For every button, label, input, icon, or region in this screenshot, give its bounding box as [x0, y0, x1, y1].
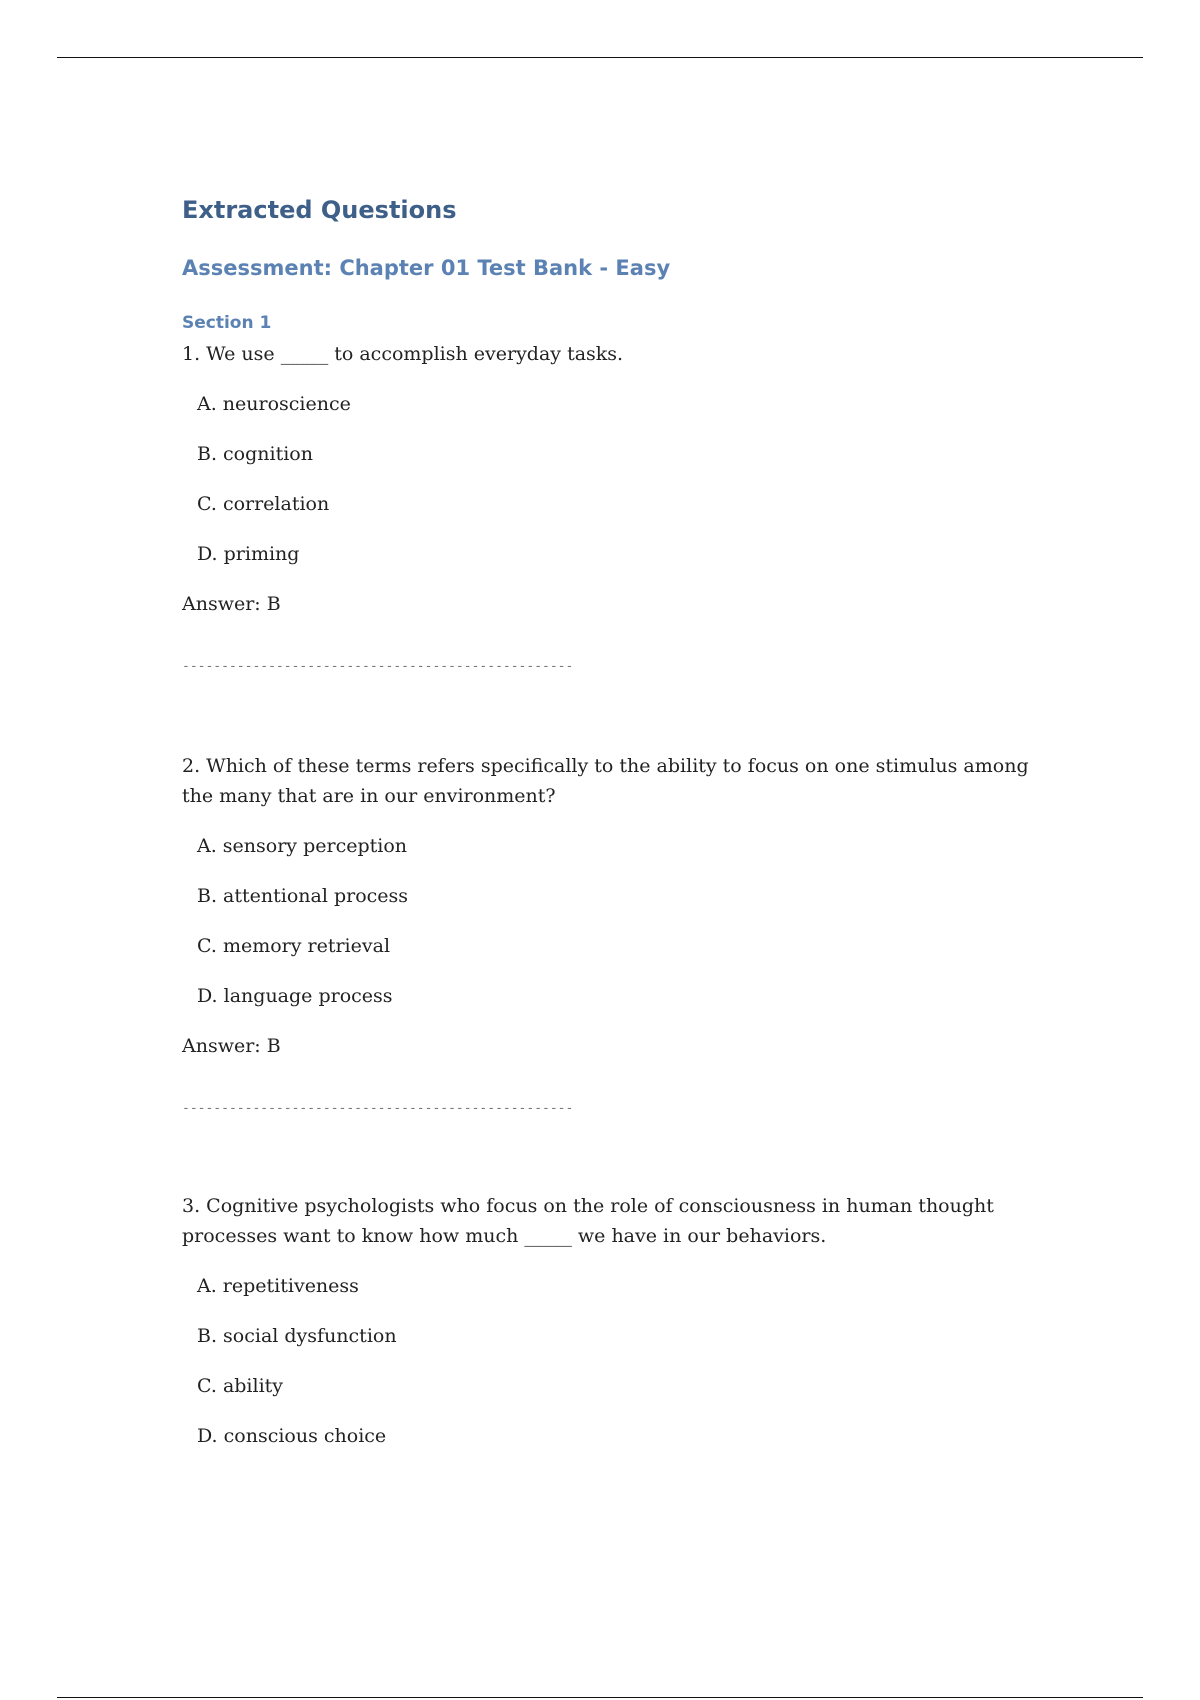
question-text: 1. We use _____ to accomplish everyday tasks. — [182, 343, 624, 365]
bottom-rule — [57, 1697, 1143, 1698]
option-d: D. conscious choice — [197, 1425, 387, 1447]
top-rule — [57, 57, 1143, 58]
question-3 — [182, 1191, 1062, 1451]
question-1 — [182, 339, 1062, 674]
option-c: C. correlation — [197, 493, 330, 515]
question-2 — [182, 751, 1062, 1116]
option-d: D. language process — [197, 985, 393, 1007]
option-b: B. social dysfunction — [197, 1325, 397, 1347]
answer-line: Answer: B — [182, 1035, 281, 1057]
option-c: C. ability — [197, 1375, 284, 1397]
option-b: B. attentional process — [197, 885, 409, 907]
answer-line: Answer: B — [182, 593, 281, 615]
option-list — [182, 389, 1062, 569]
option-list — [182, 1271, 1062, 1451]
question-text: 2. Which of these terms refers specifically to the ability to focus on one stimulus among the many that are in our environment? — [182, 755, 1029, 807]
section-heading: Section 1 — [182, 313, 272, 333]
document-title: Extracted Questions — [182, 196, 457, 224]
option-a: A. neuroscience — [197, 393, 351, 415]
question-text: 3. Cognitive psychologists who focus on the role of consciousness in human thought processes want to know how much _____ we have in our behaviors. — [182, 1195, 994, 1247]
option-b: B. cognition — [197, 443, 313, 465]
assessment-heading: Assessment: Chapter 01 Test Bank - Easy — [182, 256, 671, 280]
option-list — [182, 831, 1062, 1011]
option-d: D. priming — [197, 543, 300, 565]
option-a: A. repetitiveness — [197, 1275, 359, 1297]
separator-line: -------------------------------------------------- — [182, 659, 574, 674]
option-a: A. sensory perception — [197, 835, 408, 857]
separator-line: -------------------------------------------------- — [182, 1101, 574, 1116]
option-c: C. memory retrieval — [197, 935, 391, 957]
